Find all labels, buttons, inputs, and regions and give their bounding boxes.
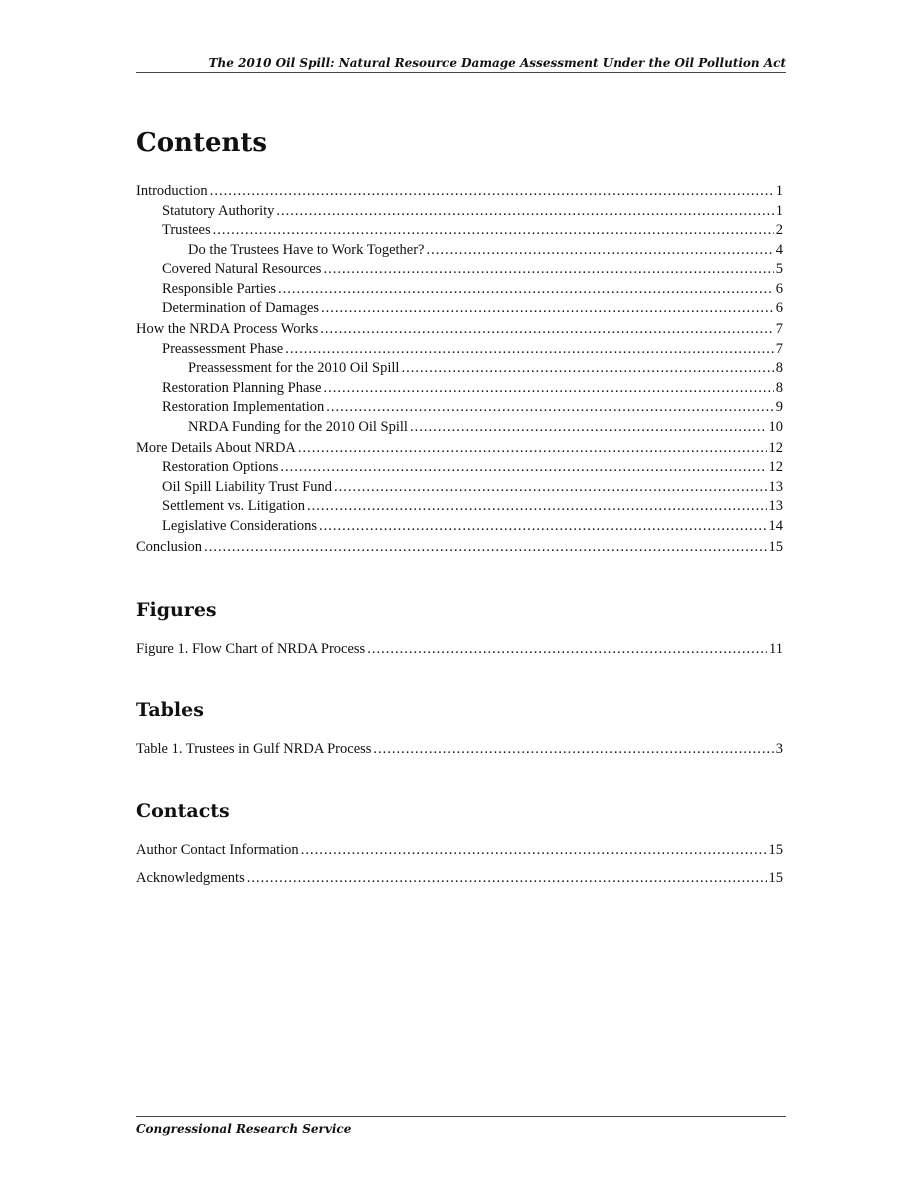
toc-entry-page: 13 <box>768 498 783 514</box>
toc-entry-label: Figure 1. Flow Chart of NRDA Process <box>136 641 366 657</box>
toc-entry-label: Covered Natural Resources <box>162 261 322 277</box>
toc-entry-page: 12 <box>768 459 783 475</box>
toc-entry[interactable] <box>136 260 783 280</box>
toc-entry-label: Introduction <box>136 183 208 199</box>
tables-section <box>136 698 783 762</box>
toc-entry-label: Acknowledgments <box>136 869 245 886</box>
toc-entry-page: 12 <box>768 439 783 456</box>
dot-leader <box>323 260 773 280</box>
figures-list <box>136 636 783 662</box>
toc-entry-label: Table 1. Trustees in Gulf NRDA Process <box>136 741 372 757</box>
contacts-title: Contacts <box>136 800 230 822</box>
dot-leader <box>278 280 774 300</box>
toc-entry-label: Restoration Implementation <box>162 399 325 415</box>
toc-entry-page: 1 <box>775 202 783 219</box>
contacts-list <box>136 837 783 891</box>
toc-entry-page: 3 <box>775 741 783 757</box>
toc-entry-page: 10 <box>768 418 783 435</box>
dot-leader <box>210 182 774 202</box>
toc-entry-label: Conclusion <box>136 538 203 555</box>
toc-entry[interactable] <box>136 636 783 662</box>
toc-entry-page: 1 <box>775 183 783 199</box>
toc-entry-label: Legislative Considerations <box>162 517 318 534</box>
dot-leader <box>204 538 766 558</box>
tables-list <box>136 736 783 762</box>
dot-leader <box>285 340 774 360</box>
toc-entry-page: 7 <box>775 340 783 357</box>
toc-entry[interactable] <box>136 478 783 498</box>
toc-entry[interactable] <box>136 538 783 558</box>
toc-entry-page: 6 <box>775 300 783 316</box>
toc-entry[interactable] <box>136 837 783 863</box>
toc-entry-label: More Details About NRDA <box>136 439 296 456</box>
dot-leader <box>301 837 767 863</box>
toc-entry[interactable] <box>136 359 783 379</box>
toc-entry-label: Settlement vs. Litigation <box>162 498 305 514</box>
toc-entry-page: 4 <box>775 241 783 258</box>
page-footer: Congressional Research Service <box>136 1116 786 1137</box>
dot-leader <box>298 439 767 459</box>
toc-entry-label: Restoration Options <box>162 459 279 475</box>
toc-entry-page: 15 <box>768 842 783 858</box>
toc-entry-page: 14 <box>768 517 783 534</box>
toc-entry-page: 8 <box>775 360 783 376</box>
toc-entry[interactable] <box>136 320 783 340</box>
dot-leader <box>319 517 766 537</box>
toc-entry[interactable] <box>136 865 783 891</box>
toc-entry-label: Preassessment Phase <box>162 340 284 357</box>
running-header: The 2010 Oil Spill: Natural Resource Damage Assessment Under the Oil Pollution Act <box>136 56 786 73</box>
toc-entry-label: Preassessment for the 2010 Oil Spill <box>188 360 400 376</box>
dot-leader <box>401 359 773 379</box>
toc-entry-label: NRDA Funding for the 2010 Oil Spill <box>188 418 408 435</box>
figures-title: Figures <box>136 599 217 621</box>
toc-entry[interactable] <box>136 517 783 537</box>
toc-entry[interactable] <box>136 280 783 300</box>
dot-leader <box>326 398 773 418</box>
toc-entry-page: 2 <box>775 222 783 238</box>
toc-entry-label: Responsible Parties <box>162 280 276 297</box>
toc-entry-label: Oil Spill Liability Trust Fund <box>162 478 333 495</box>
toc-entry-label: How the NRDA Process Works <box>136 321 319 337</box>
toc-entry[interactable] <box>136 202 783 222</box>
toc-entry[interactable] <box>136 379 783 399</box>
dot-leader <box>334 478 766 498</box>
toc-entry-page: 8 <box>775 379 783 396</box>
toc-entry-label: Determination of Damages <box>162 300 320 316</box>
toc-entry-label: Restoration Planning Phase <box>162 379 322 396</box>
toc-entry[interactable] <box>136 398 783 418</box>
toc-entry[interactable] <box>136 497 783 517</box>
toc-entry[interactable] <box>136 458 783 478</box>
toc-entry-page: 5 <box>775 261 783 277</box>
toc-entry-page: 6 <box>775 280 783 297</box>
toc-entry-label: Author Contact Information <box>136 842 299 858</box>
tables-title: Tables <box>136 699 204 721</box>
dot-leader <box>307 497 767 517</box>
contents-list <box>136 182 783 557</box>
toc-entry-page: 11 <box>769 641 783 657</box>
toc-entry[interactable] <box>136 221 783 241</box>
contacts-section <box>136 799 783 891</box>
dot-leader <box>321 299 774 319</box>
toc-entry-page: 9 <box>775 399 783 415</box>
dot-leader <box>427 241 774 261</box>
dot-leader <box>373 736 773 762</box>
toc-entry-label: Trustees <box>162 222 211 238</box>
toc-entry-page: 13 <box>768 478 783 495</box>
contents-title: Contents <box>136 128 268 158</box>
toc-entry-label: Do the Trustees Have to Work Together? <box>188 241 425 258</box>
dot-leader <box>276 202 773 222</box>
toc-entry-label: Statutory Authority <box>162 202 275 219</box>
dot-leader <box>280 458 766 478</box>
dot-leader <box>320 320 774 340</box>
contents-section <box>136 120 783 557</box>
toc-entry[interactable] <box>136 439 783 459</box>
dot-leader <box>410 418 767 438</box>
dot-leader <box>247 865 767 891</box>
dot-leader <box>367 636 767 662</box>
toc-entry-page: 7 <box>775 321 783 337</box>
toc-entry[interactable] <box>136 299 783 319</box>
toc-entry[interactable] <box>136 182 783 202</box>
toc-entry-page: 15 <box>768 538 783 555</box>
toc-entry[interactable] <box>136 241 783 261</box>
dot-leader <box>324 379 774 399</box>
dot-leader <box>213 221 774 241</box>
toc-entry[interactable] <box>136 340 783 360</box>
toc-entry-page: 15 <box>768 869 783 886</box>
toc-entry[interactable] <box>136 418 783 438</box>
toc-entry[interactable] <box>136 736 783 762</box>
figures-section <box>136 598 783 662</box>
